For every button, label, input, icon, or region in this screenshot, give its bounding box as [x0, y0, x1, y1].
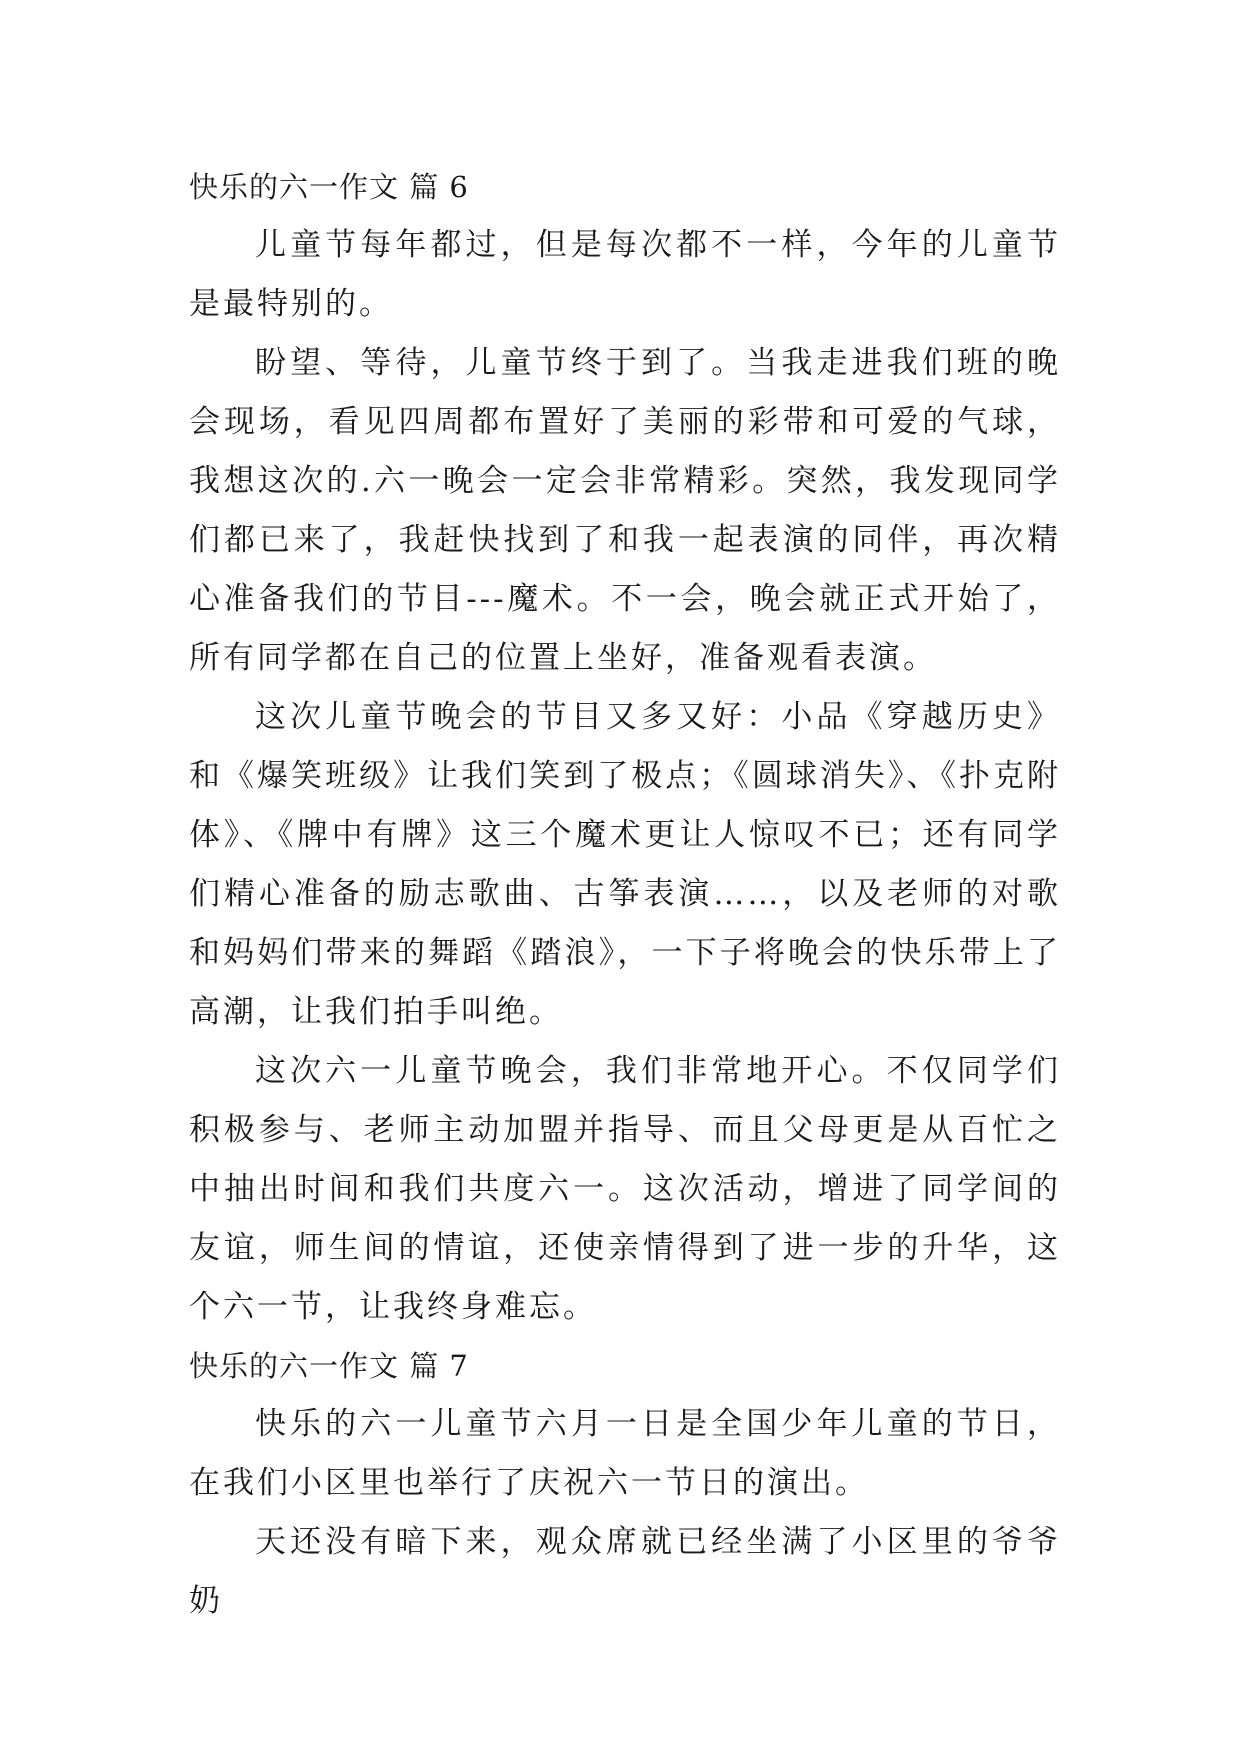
section-heading-7: 快乐的六一作文 篇 7: [189, 1349, 469, 1383]
section-heading-6: 快乐的六一作文 篇 6: [189, 170, 469, 204]
paragraph: 天还没有暗下来，观众席就已经坐满了小区里的爷爷奶: [189, 1524, 1061, 1619]
paragraph: 这次六一儿童节晚会，我们非常地开心。不仅同学们积极参与、老师主动加盟并指导、而且父母更是从百忙之中抽出时间和我们共度六一。这次活动，增进了同学间的友谊，师生间的情谊，还使亲情得到了进一步的升华，这个六一节，让我终身难忘。: [189, 1053, 1061, 1325]
paragraph: 盼望、等待，儿童节终于到了。当我走进我们班的晚会现场，看见四周都布置好了美丽的彩带和可爱的气球，我想这次的.六一晚会一定会非常精彩。突然，我发现同学们都已来了，我赶快找到了和我一起表演的同伴，再次精心准备我们的节目---魔术。不一会，晚会就正式开始了，所有同学都在自己的位置上坐好，准备观看表演。: [189, 345, 1061, 676]
paragraph: 这次儿童节晚会的节目又多又好：小品《穿越历史》和《爆笑班级》让我们笑到了极点；《圆球消失》、《扑克附体》、《牌中有牌》这三个魔术更让人惊叹不已；还有同学们精心准备的励志歌曲、古筝表演……，以及老师的对歌和妈妈们带来的舞蹈《踏浪》，一下子将晚会的快乐带上了高潮，让我们拍手叫绝。: [189, 699, 1061, 1030]
paragraph: 儿童节每年都过，但是每次都不一样，今年的儿童节是最特别的。: [189, 227, 1061, 322]
document-body: [189, 158, 1061, 1631]
paragraph: 快乐的六一儿童节六月一日是全国少年儿童的节日，在我们小区里也举行了庆祝六一节日的演出。: [189, 1406, 1061, 1501]
